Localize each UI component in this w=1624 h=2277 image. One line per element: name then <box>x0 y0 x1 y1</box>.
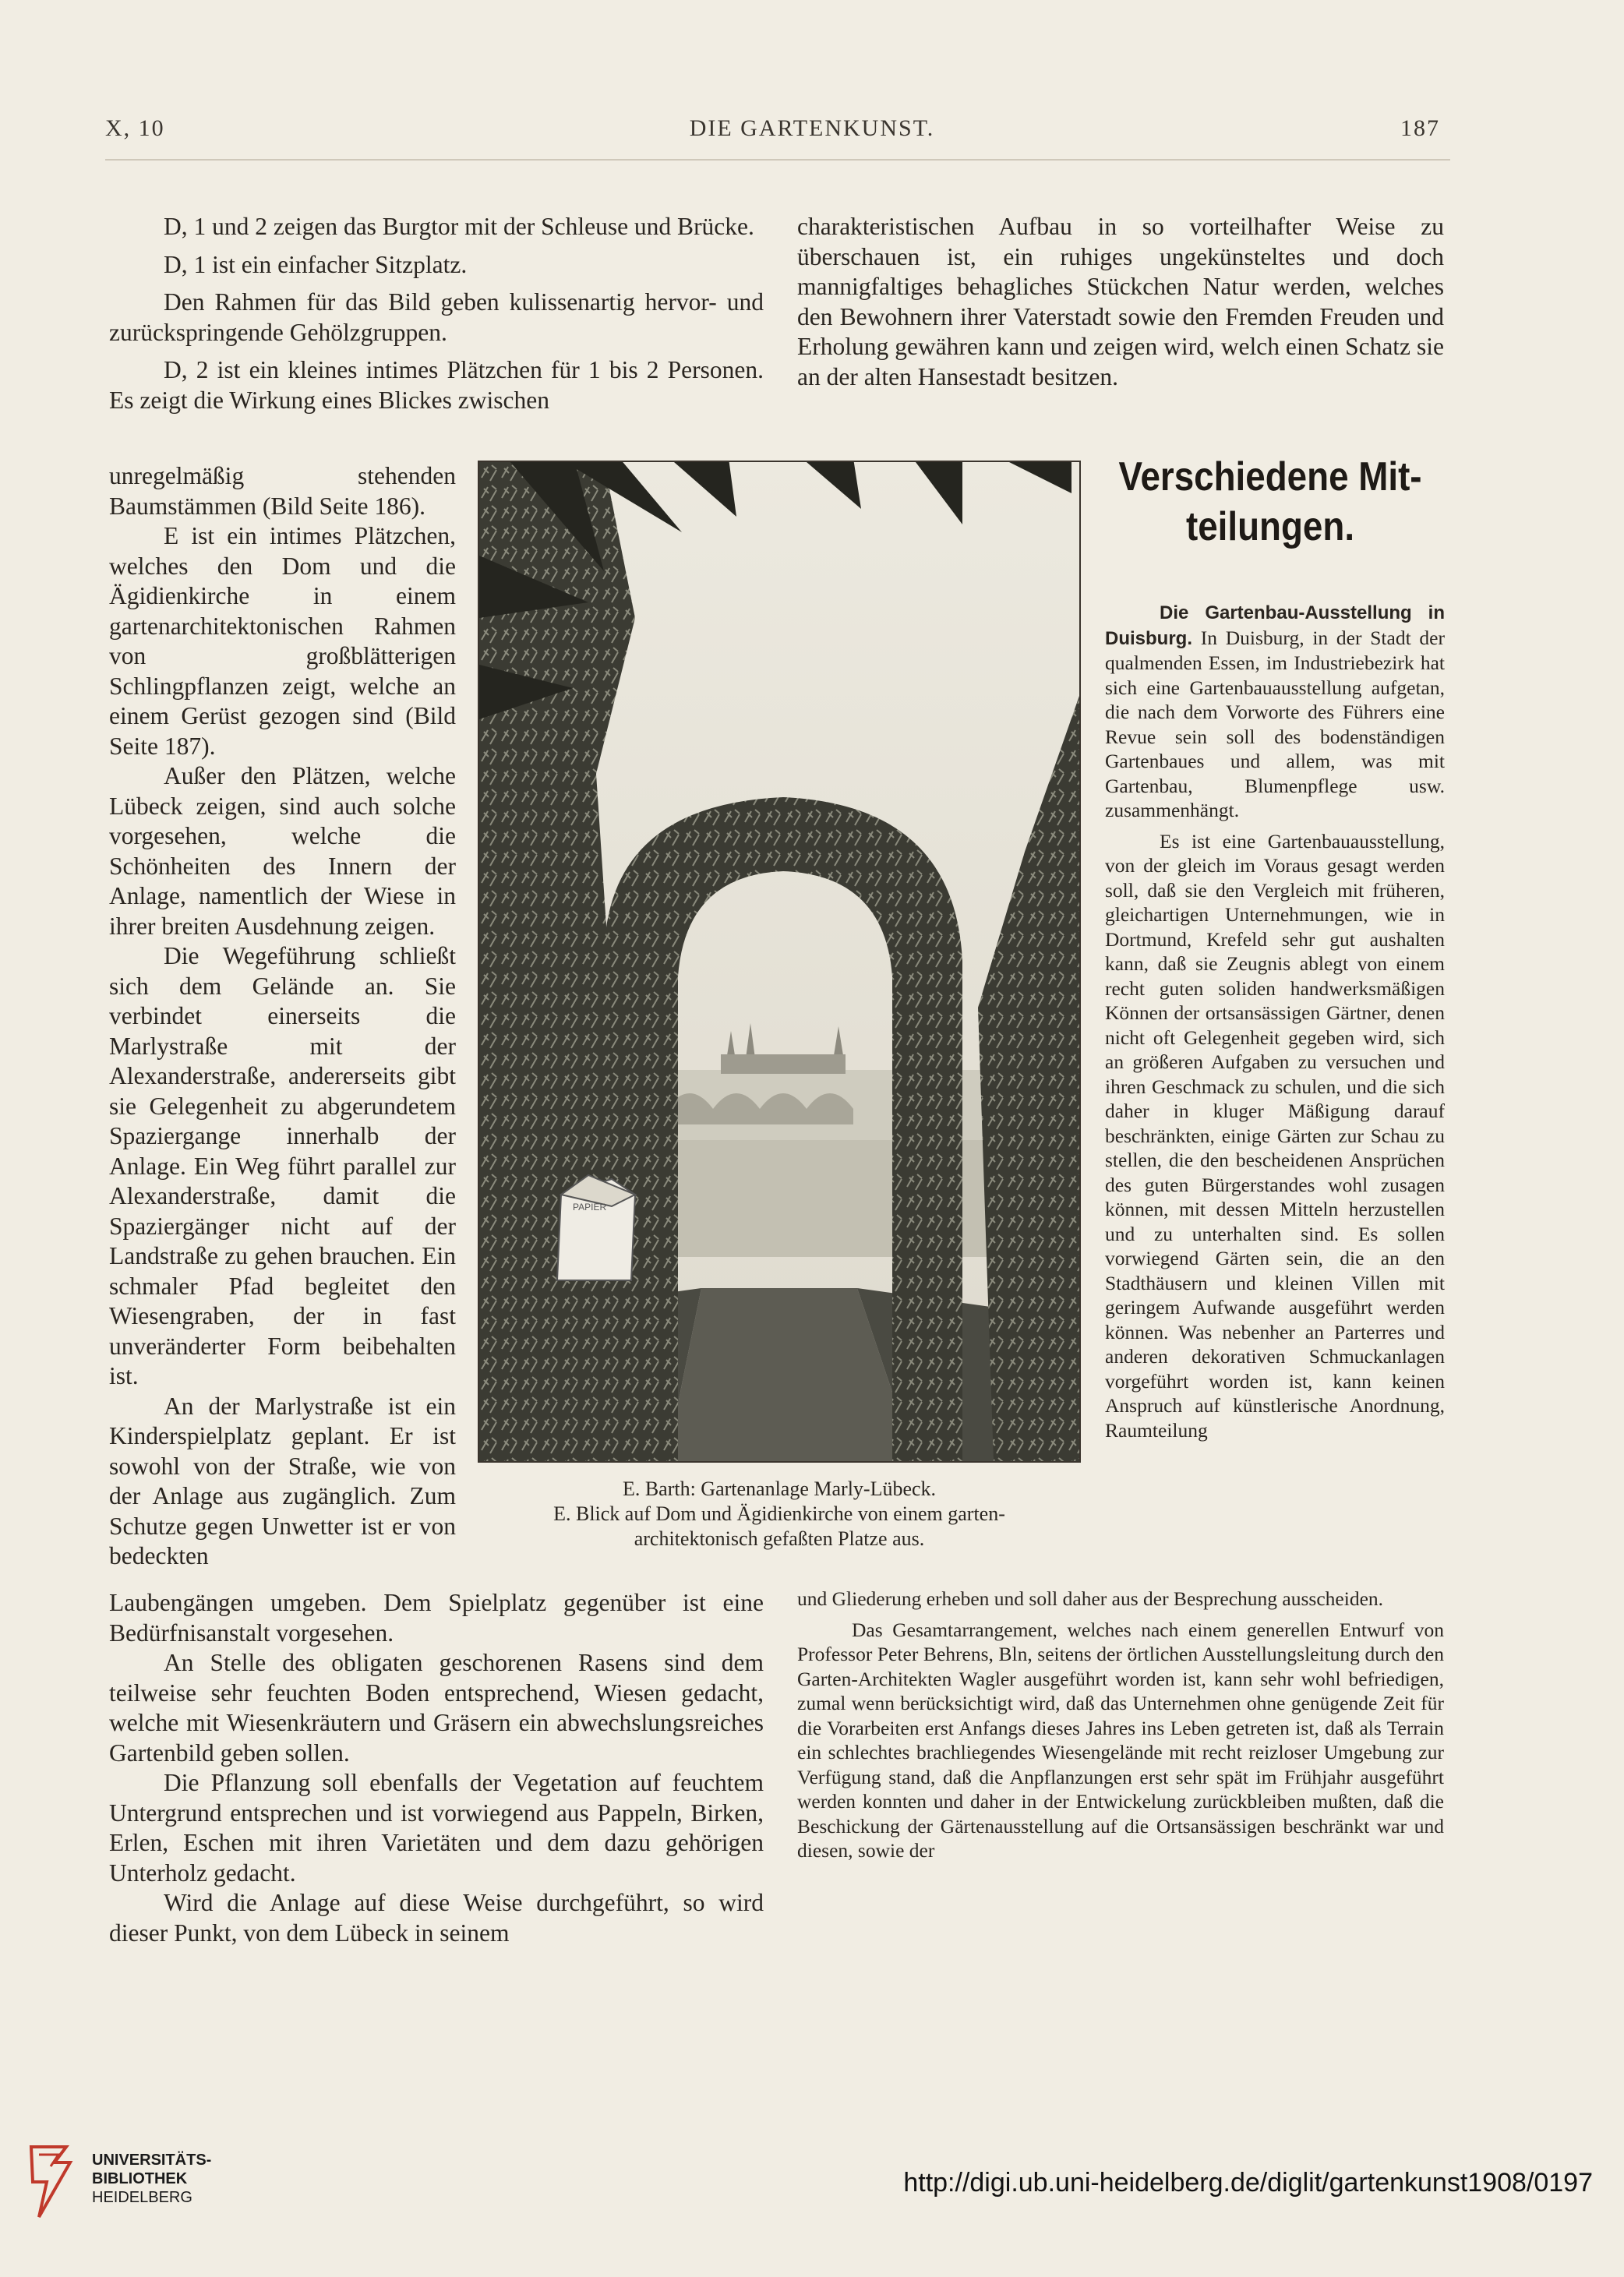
figure-caption <box>468 1477 1091 1552</box>
garden-illustration <box>478 461 1081 1463</box>
caption-line: E. Barth: Gartenanlage Marly-Lübeck. <box>622 1477 937 1500</box>
paragraph: Die Pflanzung soll ebenfalls der Vegetation auf feuchtem Untergrund entsprechen und ist vorwiegend aus Pappeln, Birken, Erlen, Eschen mit ihren Varietäten und dem dazu gehörigen Unterholz gedacht. <box>109 1769 764 1887</box>
article-subhead: Die Gartenbau-Ausstellung in Duisburg. <box>1105 602 1445 649</box>
paragraph: unregelmäßig stehenden Baumstämmen (Bild Seite 186). <box>109 462 456 520</box>
paragraph: D, 1 und 2 zeigen das Burgtor mit der Schleuse und Brücke. <box>164 213 754 240</box>
right-column <box>1105 600 1445 1442</box>
header-title: DIE GARTENKUNST. <box>689 115 935 141</box>
paragraph: An der Marlystraße ist ein Kinderspielplatz geplant. Er ist sowohl von der Straße, wie von der Anlage aus zugänglich. Zum Schutze gegen Unwetter ist er von bedeckten <box>109 1392 456 1569</box>
source-url-link[interactable]: http://digi.ub.uni-heidelberg.de/diglit/gartenkunst1908/0197 <box>903 2168 1593 2198</box>
left-column-narrow <box>109 461 456 1572</box>
middle-column-top <box>797 212 1444 392</box>
paragraph: An Stelle des obligaten geschorenen Rasens sind dem teilweise sehr feuchten Boden entsprechend, Wiesen gedacht, welche mit Wiesenkräutern und Gräsern ein abwechslungsreiches Gartenbild geben sollen. <box>109 1649 764 1767</box>
left-column-bottom <box>109 1588 764 1948</box>
paragraph: Außer den Plätzen, welche Lübeck zeigen, sind auch solche vorgesehen, welche die Schönheiten des Innern der Anlage, namentlich der Wiese in ihrer breiten Ausdehnung zeigen. <box>109 762 456 940</box>
paragraph: Den Rahmen für das Bild geben kulissenartig hervor- und zurückspringende Gehölzgruppen. <box>109 288 764 346</box>
caption-line: architektonisch gefaßten Platze aus. <box>634 1527 925 1550</box>
paragraph: D, 2 ist ein kleines intimes Plätzchen für 1 bis 2 Personen. Es zeigt die Wirkung eines Blickes zwischen <box>109 356 764 414</box>
left-column-top <box>109 212 764 415</box>
paragraph: Laubengängen umgeben. Dem Spielplatz gegenüber ist eine Bedürfnisanstalt vorgesehen. <box>109 1589 764 1647</box>
heading-line: teilungen. <box>1185 504 1355 549</box>
paragraph: charakteristischen Aufbau in so vorteilhafter Weise zu überschauen ist, ein ruhiges ungekünsteltes und doch mannigfaltiges behagliches Stückchen Natur werden, welches den Bewohnern ihrer Vaterstadt sowie den Fremden Freuden und Erholung gewähren kann und zeigen wird, welch einen Schatz sie an der alten Hansestadt besitzen. <box>797 213 1444 390</box>
paragraph: In Duisburg, in der Stadt der qualmenden Essen, im Industriebezirk hat sich eine Gartenbauausstellung aufgetan, die nach dem Vorworte des Führers eine Revue sein soll des bodenständigen Gartenbaues und allem, was mit Gartenbau, Blumenpflege usw. zusammenhängt. <box>1105 626 1445 821</box>
library-name-line: HEIDELBERG <box>92 2189 192 2206</box>
library-name <box>92 2151 211 2207</box>
header-rule <box>105 159 1450 161</box>
paragraph: D, 1 ist ein einfacher Sitzplatz. <box>164 250 468 278</box>
caption-line: E. Blick auf Dom und Ägidienkirche von einem garten- <box>553 1502 1005 1525</box>
paragraph: Wird die Anlage auf diese Weise durchgeführt, so wird dieser Punkt, von dem Lübeck in seinem <box>109 1889 764 1947</box>
section-heading <box>1109 452 1432 552</box>
library-logo-icon <box>23 2139 78 2225</box>
paragraph: E ist ein intimes Plätzchen, welches den Dom und die Ägidienkirche in einem gartenarchitektonischen Rahmen von großblätterigen Schlingpflanzen zeigt, welche an einem Gerüst gezogen sind (Bild Seite 187). <box>109 522 456 760</box>
page-number: 187 <box>1400 115 1440 141</box>
header-left: X, 10 <box>105 115 165 141</box>
library-name-line: BIBLIOTHEK <box>92 2170 188 2187</box>
pedestal-sign: PAPIER <box>573 1202 607 1213</box>
library-name-line: UNIVERSITÄTS- <box>92 2152 212 2169</box>
paragraph: Die Wegeführung schließt sich dem Gelände an. Sie verbindet einerseits die Marlystraße mit der Alexanderstraße, andererseits gibt sie Gelegenheit zu abgerundetem Spaziergange innerhalb der Anlage. Ein Weg führt parallel zur Alexanderstraße, damit die Spaziergänger nicht auf der Landstraße zu gehen brauchen. Ein schmaler Pfad begleitet den Wiesengraben, der in fast unveränderter Form beibehalten ist. <box>109 942 456 1389</box>
paragraph: Es ist eine Gartenbauausstellung, von der gleich im Voraus gesagt werden soll, daß sie den Vergleich mit früheren, gleichartigen Unternehmungen, wie in Dortmund, Krefeld sehr gut aushalten kann, daß sie Zeugnis ablegt von einem recht guten soliden handwerksmäßigen Können der ortsansässigen Gärtner, denen nicht oft Gelegenheit gegeben wird, sich an größeren Aufgaben zu versuchen und ihren Geschmack zu schulen, und die sich daher in kluger Mäßigung darauf beschränkten, einige Gärten zur Schau zu stellen, die den bescheidenen Ansprüchen des guten Bürgerstandes wohl zusagen können, mit dessen Mitteln herzustellen und zu unterhalten sind. Es sollen vorwiegend Gärten sein, die an den Stadthäusern und kleinen Villen mit geringem Aufwande ausgeführt werden können. Was nebenher an Parterres und anderen dekorativen Schmuckanlagen vorgeführt worden ist, kann keinen Anspruch auf künstlerische Anordnung, Raumteilung <box>1105 829 1445 1442</box>
paragraph: Das Gesamtarrangement, welches nach einem generellen Entwurf von Professor Peter Behrens, Bln, seitens der örtlichen Ausstellungsleitung durch den Garten-Architekten Wagler ausgeführt worden ist, kann sehr wohl befriedigen, zumal wenn berücksichtigt wird, daß das Unternehmen ohne genügende Zeit für die Vorarbeiten erst Anfangs dieses Jahres ins Leben getreten ist, daß als Terrain ein schlechtes brachliegendes Wiesengelände mit recht reizloser Umgebung zur Verfügung stand, daß die Anpflanzungen erst sehr spät im Frühjahr ausgeführt werden konnten und daher in der Entwickelung zurückbleiben mußten, daß die Beschickung der Gärtenausstellung auf die Ortsansässigen beschränkt war und diesen, sowie der <box>797 1618 1444 1862</box>
heading-line: Verschiedene Mit- <box>1118 454 1422 500</box>
bottom-right-text <box>797 1587 1444 1863</box>
paragraph: und Gliederung erheben und soll daher aus der Besprechung ausscheiden. <box>797 1587 1384 1610</box>
